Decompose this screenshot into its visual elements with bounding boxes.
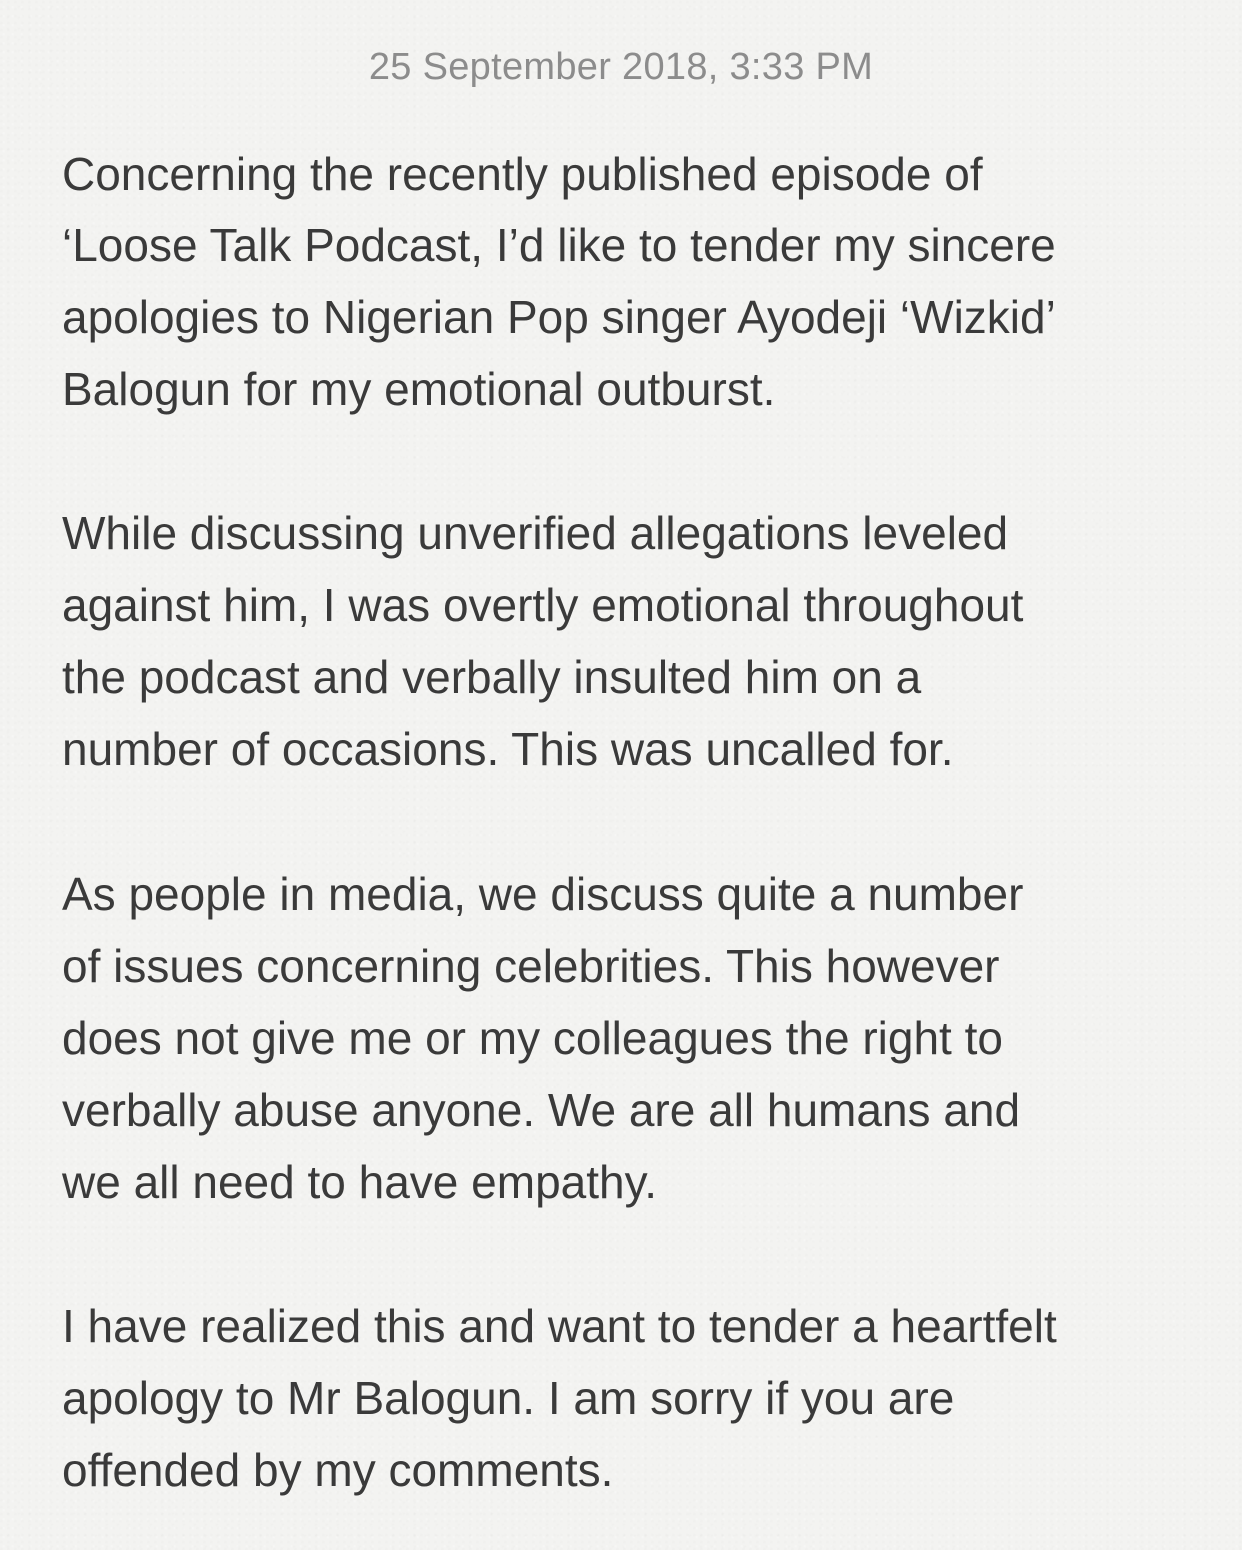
paragraph-4-line-3: offended by my comments. bbox=[62, 1444, 614, 1496]
paragraph-2-line-4: number of occasions. This was uncalled for. bbox=[62, 723, 954, 775]
paragraph-3-line-4: verbally abuse anyone. We are all humans and bbox=[62, 1084, 1021, 1136]
paragraph-4-line-2: apology to Mr Balogun. I am sorry if you are bbox=[62, 1372, 955, 1424]
paragraph-3-line-2: of issues concerning celebrities. This however bbox=[62, 940, 1000, 992]
paragraph-3-line-3: does not give me or my colleagues the right to bbox=[62, 1012, 1003, 1064]
paragraph-1-line-1: Concerning the recently published episode of bbox=[62, 148, 983, 200]
paragraph-4-line-1: I have realized this and want to tender a heartfelt bbox=[62, 1300, 1057, 1352]
paragraph-2-line-1: While discussing unverified allegations leveled bbox=[62, 507, 1009, 559]
note-timestamp: 25 September 2018, 3:33 PM bbox=[368, 46, 874, 88]
paragraph-2-line-3: the podcast and verbally insulted him on a bbox=[62, 651, 922, 703]
paragraph-3-line-5: we all need to have empathy. bbox=[62, 1156, 657, 1208]
paragraph-1-line-2: ‘Loose Talk Podcast, I’d like to tender my sincere bbox=[62, 219, 1056, 271]
paragraph-1-line-3: apologies to Nigerian Pop singer Ayodeji ‘Wizkid’ bbox=[62, 291, 1056, 343]
paragraph-2-line-2: against him, I was overtly emotional throughout bbox=[62, 579, 1024, 631]
paragraph-1-line-4: Balogun for my emotional outburst. bbox=[62, 363, 776, 415]
paragraph-3-line-1: As people in media, we discuss quite a number bbox=[62, 868, 1024, 920]
